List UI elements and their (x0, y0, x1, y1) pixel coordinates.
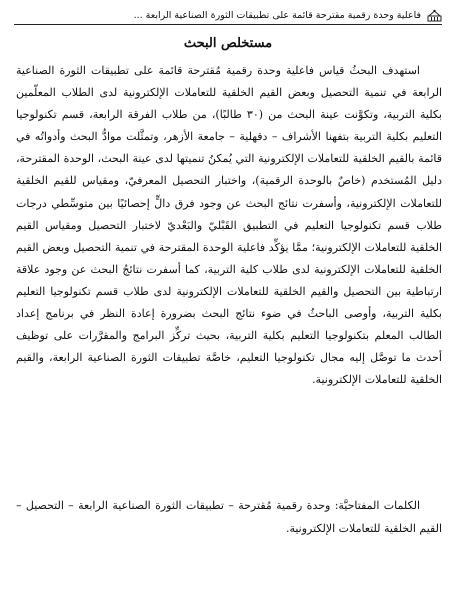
running-header (14, 7, 442, 25)
abstract-paragraph: استهدف البحثُ قياس فاعلية وحدة رقمية مُقترحة قائمة على تطبيقات الثورة الصناعية الرابعة في تنمية التحصيل وبعض القيم الخلقية للتعاملات الإلكترونية لدى الطلاب المعلّمين بكلية التربية، وتكوَّنت عينة البحث من (٣٠ طالبًا)، من طلاب الفرقة الرابعة، قسم تكنولوجيا التعليم بكلية التربية بتفهنا الأشراف – دقهلية – جامعة الأزهر، وتمثَّلت موادُّ البحث وأدواتُه في قائمة بالقيم الخلقية للتعاملات الإلكترونية التي يُمكنُ تنميتها لدى عينة البحث، الوحدة المقترحة، دليل المُستخدم (خاصٌ بالوحدة الرقمية)، واختبار التحصيل المعرفيّ، ومقياس للقيم الخلقية للتعاملات الإلكترونية، وأسفرت نتائج البحث عن وجود فرق دالٍّ إحصائيًا بين متوسِّطي درجات طلاب قسم تكنولوجيا التعليم في التطبيق القَبْليّ والبَعْديّ لاختبار التحصيل ومقياس القيم الخلقية للتعاملات الإلكترونية؛ ممَّا يؤكِّد فاعلية الوحدة المقترحة في تنمية التحصيل وبعض القيم الخلقية للتعاملات الإلكترونية لدى طلاب كلية التربية، كما أسفرت نتائجُ البحث عن وجود علاقة ارتباطية بين التحصيل والقيم الخلقية للتعاملات الإلكترونية لدى طلاب قسم تكنولوجيا التعليم بكلية التربية، وأوصى الباحثُ في ضوء نتائج البحث بضرورة إعادة النظر في برنامج إعداد الطالب المعلم بتكنولوجيا التعليم بكلية التربية، بحيث تركِّز البرامج والمقرَّرات على توظيف أحدث ما توصَّل إليه مجال تكنولوجيا التعليم، خاصَّة تطبيقات الثورة الصناعية الرابعة، والقيم الخلقية للتعاملات الإلكترونية. (16, 64, 442, 387)
university-logo-icon (426, 9, 442, 23)
keywords-paragraph: الكلمات المفتاحيَّة: وحدة رقمية مُقترحة – تطبيقات الثورة الصناعية الرابعة – التحصيل – القيم الخلقية للتعاملات الإلكترونية. (16, 499, 442, 535)
section-title: مستخلص البحث (183, 36, 273, 51)
header-title: فاعلية وحدة رقمية مقترحة قائمة على تطبيقات الثورة الصناعية الرابعة ... (133, 10, 421, 21)
